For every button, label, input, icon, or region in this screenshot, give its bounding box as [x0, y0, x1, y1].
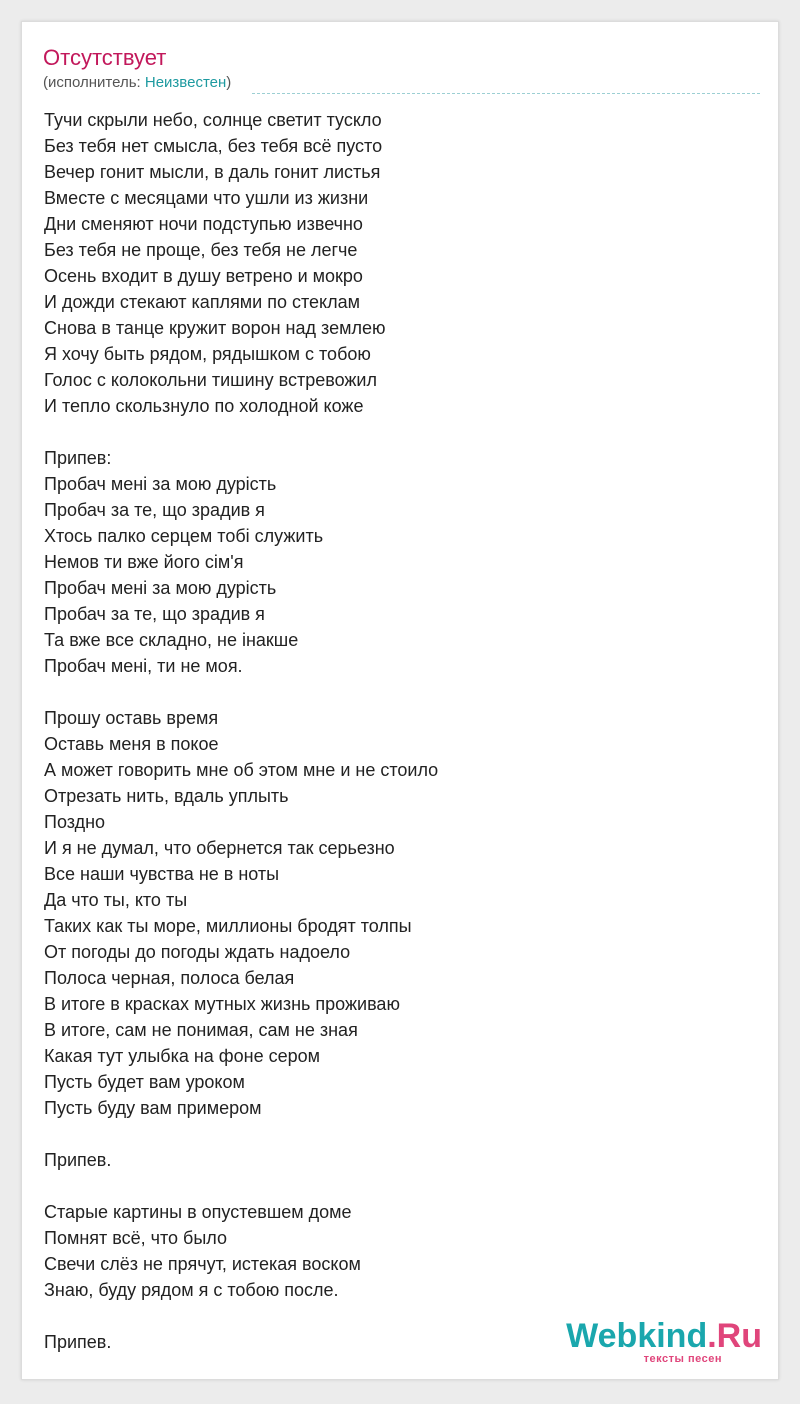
- lyric-line: Пробач за те, що зрадив я: [44, 500, 265, 520]
- lyric-line: Немов ти вже його сім'я: [44, 552, 244, 572]
- title-divider: [252, 93, 760, 94]
- lyric-line: Да что ты, кто ты: [44, 890, 188, 910]
- lyric-line: Пробач мені за мою дурість: [44, 578, 277, 598]
- lyric-line: Вечер гонит мысли, в даль гонит листья: [44, 162, 381, 182]
- lyric-line: Хтось палко серцем тобі служить: [44, 526, 324, 546]
- lyric-line: Дни сменяют ночи подступью извечно: [44, 214, 363, 234]
- logo-tld: .Ru: [707, 1317, 762, 1355]
- lyric-line: Отрезать нить, вдаль уплыть: [44, 786, 289, 806]
- lyric-line: Таких как ты море, миллионы бродят толпы: [44, 916, 412, 936]
- lyric-line: Без тебя не проще, без тебя не легче: [44, 240, 358, 260]
- lyric-line: Оставь меня в покое: [44, 734, 219, 754]
- lyric-line: [44, 679, 744, 705]
- lyrics-text: [44, 107, 744, 1355]
- lyric-line: [44, 1121, 744, 1147]
- lyric-line: Я хочу быть рядом, рядышком с тобою: [44, 344, 371, 364]
- lyric-line: И тепло скользнуло по холодной коже: [44, 396, 364, 416]
- lyric-line: Поздно: [44, 812, 106, 832]
- lyric-line: Снова в танце кружит ворон над землею: [44, 318, 386, 338]
- artist-prefix: (исполнитель:: [43, 74, 145, 91]
- artist-suffix: ): [226, 74, 232, 91]
- lyric-line: Вместе с месяцами что ушли из жизни: [44, 188, 369, 208]
- lyric-line: Прошу оставь время: [44, 708, 219, 728]
- lyric-line: Старые картины в опустевшем доме: [44, 1202, 352, 1222]
- lyric-line: Пусть будет вам уроком: [44, 1072, 245, 1092]
- lyric-line: Та вже все складно, не інакше: [44, 630, 299, 650]
- lyric-line: Припев.: [44, 1332, 112, 1352]
- lyric-line: Знаю, буду рядом я с тобою после.: [44, 1280, 339, 1300]
- lyric-line: [44, 419, 744, 445]
- lyric-line: В итоге в красках мутных жизнь проживаю: [44, 994, 400, 1014]
- lyric-line: Припев:: [44, 448, 112, 468]
- lyric-line: Пробач за те, що зрадив я: [44, 604, 265, 624]
- lyric-line: Пусть буду вам примером: [44, 1098, 262, 1118]
- lyric-line: Осень входит в душу ветрено и мокро: [44, 266, 363, 286]
- lyric-line: И я не думал, что обернется так серьезно: [44, 838, 395, 858]
- lyric-line: Помнят всё, что было: [44, 1228, 228, 1248]
- lyric-line: И дожди стекают каплями по стеклам: [44, 292, 361, 312]
- lyric-line: Голос с колокольни тишину встревожил: [44, 370, 377, 390]
- lyric-line: Тучи скрыли небо, солнце светит тускло: [44, 110, 382, 130]
- logo-tagline: тексты песен: [643, 1353, 722, 1365]
- lyric-line: А может говорить мне об этом мне и не стоило: [44, 760, 439, 780]
- artist-line: [43, 73, 231, 93]
- lyric-line: Без тебя нет смысла, без тебя всё пусто: [44, 136, 383, 156]
- logo-name: Webkind: [566, 1317, 708, 1355]
- logo-wordmark: [566, 1319, 762, 1353]
- lyric-line: Все наши чувства не в ноты: [44, 864, 280, 884]
- webkind-logo[interactable]: [566, 1319, 762, 1365]
- lyric-line: В итоге, сам не понимая, сам не зная: [44, 1020, 358, 1040]
- song-title: Отсутствует: [43, 45, 167, 70]
- lyric-line: Пробач мені, ти не моя.: [44, 656, 243, 676]
- lyric-line: Полоса черная, полоса белая: [44, 968, 295, 988]
- lyric-line: Припев.: [44, 1150, 112, 1170]
- lyric-line: От погоды до погоды ждать надоело: [44, 942, 351, 962]
- lyric-line: Свечи слёз не прячут, истекая воском: [44, 1254, 361, 1274]
- lyric-line: Какая тут улыбка на фоне сером: [44, 1046, 320, 1066]
- artist-link[interactable]: Неизвестен: [144, 74, 227, 91]
- lyrics-card: [21, 21, 779, 1380]
- lyric-line: Пробач мені за мою дурість: [44, 474, 277, 494]
- lyric-line: [44, 1173, 744, 1199]
